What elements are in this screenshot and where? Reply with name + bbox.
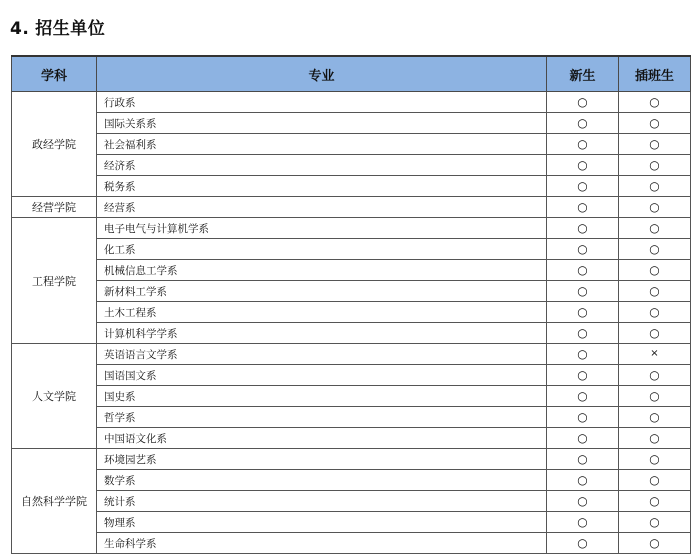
college-cell: 工程学院 [12,218,97,344]
table-row [12,386,691,407]
header-freshman: 新生 [547,56,619,92]
major-cell: 化工系 [97,239,547,260]
header-college: 学科 [12,56,97,92]
table-row [12,512,691,533]
transfer-mark: ○ [619,218,691,239]
major-cell: 经济系 [97,155,547,176]
table-row [12,344,691,365]
major-cell: 英语语言文学系 [97,344,547,365]
table-body [12,92,691,554]
table-row [12,491,691,512]
freshman-mark: ○ [547,323,619,344]
table-row [12,218,691,239]
table-row [12,533,691,554]
major-cell: 电子电气与计算机学系 [97,218,547,239]
freshman-mark: ○ [547,428,619,449]
freshman-mark: ○ [547,281,619,302]
major-cell: 税务系 [97,176,547,197]
table-row [12,365,691,386]
table-row [12,302,691,323]
freshman-mark: ○ [547,365,619,386]
transfer-mark: × [619,344,691,365]
freshman-mark: ○ [547,512,619,533]
freshman-mark: ○ [547,176,619,197]
transfer-mark: ○ [619,512,691,533]
college-cell: 经营学院 [12,197,97,218]
table-row [12,449,691,470]
major-cell: 哲学系 [97,407,547,428]
transfer-mark: ○ [619,239,691,260]
table-row [12,470,691,491]
freshman-mark: ○ [547,386,619,407]
table-row [12,113,691,134]
transfer-mark: ○ [619,176,691,197]
major-cell: 经营系 [97,197,547,218]
freshman-mark: ○ [547,407,619,428]
freshman-mark: ○ [547,239,619,260]
transfer-mark: ○ [619,260,691,281]
transfer-mark: ○ [619,365,691,386]
major-cell: 环境园艺系 [97,449,547,470]
section-heading [10,14,105,39]
table-row [12,260,691,281]
header-major: 专业 [97,56,547,92]
major-cell: 计算机科学学系 [97,323,547,344]
transfer-mark: ○ [619,491,691,512]
major-cell: 统计系 [97,491,547,512]
transfer-mark: ○ [619,134,691,155]
transfer-mark: ○ [619,449,691,470]
transfer-mark: ○ [619,470,691,491]
table-row [12,281,691,302]
transfer-mark: ○ [619,428,691,449]
table-row [12,92,691,113]
transfer-mark: ○ [619,155,691,176]
freshman-mark: ○ [547,449,619,470]
freshman-mark: ○ [547,92,619,113]
freshman-mark: ○ [547,155,619,176]
transfer-mark: ○ [619,302,691,323]
major-cell: 国语国文系 [97,365,547,386]
table-row [12,197,691,218]
transfer-mark: ○ [619,407,691,428]
transfer-mark: ○ [619,386,691,407]
table-row [12,407,691,428]
freshman-mark: ○ [547,197,619,218]
major-cell: 物理系 [97,512,547,533]
college-cell: 自然科学学院 [12,449,97,554]
freshman-mark: ○ [547,113,619,134]
table-row [12,239,691,260]
major-cell: 数学系 [97,470,547,491]
major-cell: 生命科学系 [97,533,547,554]
table-row [12,428,691,449]
freshman-mark: ○ [547,260,619,281]
freshman-mark: ○ [547,302,619,323]
major-cell: 机械信息工学系 [97,260,547,281]
major-cell: 国史系 [97,386,547,407]
table-row [12,134,691,155]
major-cell: 国际关系系 [97,113,547,134]
table-header-row [12,56,691,92]
college-cell: 政经学院 [12,92,97,197]
freshman-mark: ○ [547,533,619,554]
major-cell: 行政系 [97,92,547,113]
transfer-mark: ○ [619,281,691,302]
freshman-mark: ○ [547,470,619,491]
transfer-mark: ○ [619,323,691,344]
transfer-mark: ○ [619,533,691,554]
freshman-mark: ○ [547,218,619,239]
college-cell: 人文学院 [12,344,97,449]
transfer-mark: ○ [619,113,691,134]
table-row [12,155,691,176]
section-title: 招生单位 [35,19,106,39]
table-row [12,176,691,197]
major-cell: 中国语文化系 [97,428,547,449]
freshman-mark: ○ [547,134,619,155]
major-cell: 土木工程系 [97,302,547,323]
section-number: 4. [10,19,30,39]
freshman-mark: ○ [547,344,619,365]
header-transfer: 插班生 [619,56,691,92]
major-cell: 社会福利系 [97,134,547,155]
table-row [12,323,691,344]
transfer-mark: ○ [619,197,691,218]
transfer-mark: ○ [619,92,691,113]
major-cell: 新材料工学系 [97,281,547,302]
admission-units-table [11,55,691,554]
freshman-mark: ○ [547,491,619,512]
